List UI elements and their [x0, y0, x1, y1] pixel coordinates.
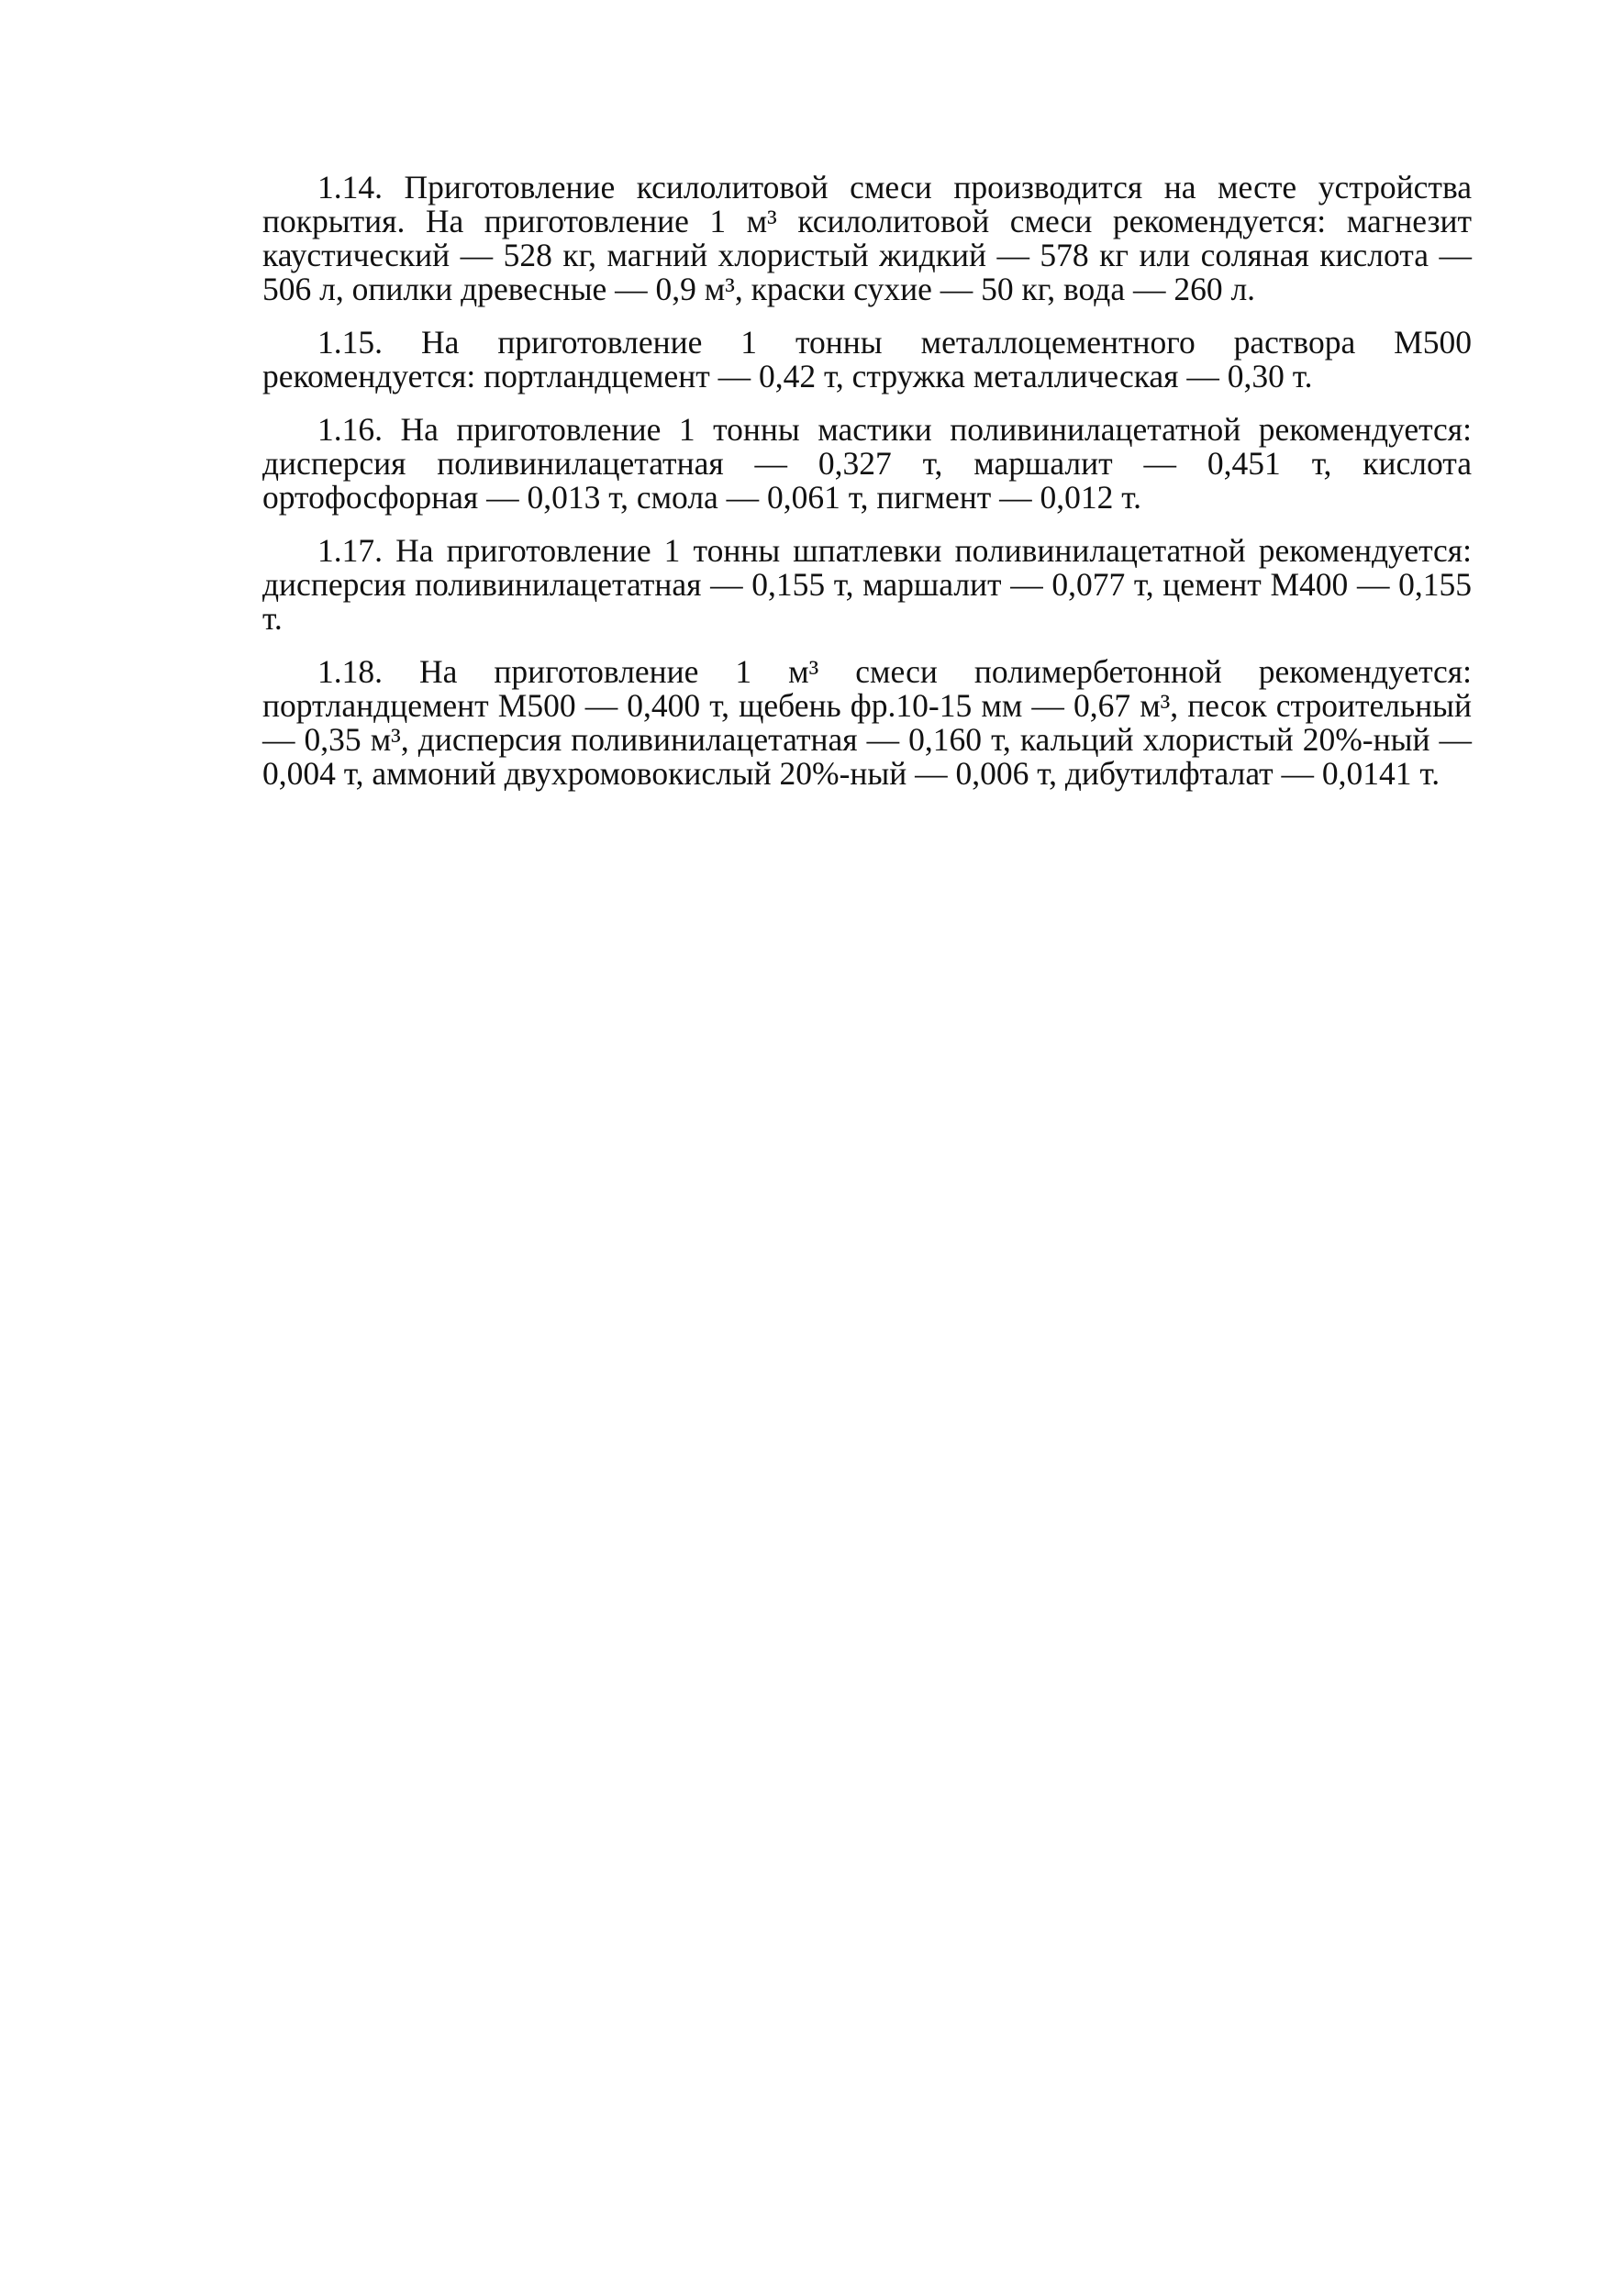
document-body	[262, 171, 1472, 810]
paragraph-1-14: 1.14. Приготовление ксилолитовой смеси производится на месте устройства покрытия. На приготовление 1 м³ ксилолитовой смеси рекомендуется: магнезит каустический — 528 кг, магний хлористый жидкий — 578 кг или соляная кислота — 506 л, опилки древесные — 0,9 м³, краски сухие — 50 кг, вода — 260 л.	[262, 169, 1472, 307]
paragraph-1-15: 1.15. На приготовление 1 тонны металлоцементного раствора М500 рекомендуется: портландцемент — 0,42 т, стружка металлическая — 0,30 т.	[262, 324, 1472, 394]
paragraph-1-17: 1.17. На приготовление 1 тонны шпатлевки поливинилацетатной рекомендуется: дисперсия поливинилацетатная — 0,155 т, маршалит — 0,077 т, цемент М400 — 0,155 т.	[262, 532, 1472, 637]
paragraph-1-16: 1.16. На приготовление 1 тонны мастики поливинилацетатной рекомендуется: дисперсия поливинилацетатная — 0,327 т, маршалит — 0,451 т, кислота ортофосфорная — 0,013 т, смола — 0,061 т, пигмент — 0,012 т.	[262, 411, 1472, 516]
paragraph-1-18: 1.18. На приготовление 1 м³ смеси полимербетонной рекомендуется: портландцемент М500 — 0,400 т, щебень фр.10-15 мм — 0,67 м³, песок строительный — 0,35 м³, дисперсия поливинилацетатная — 0,160 т, кальций хлористый 20%-ный — 0,004 т, аммоний двухромовокислый 20%-ный — 0,006 т, дибутилфталат — 0,0141 т.	[262, 653, 1472, 792]
